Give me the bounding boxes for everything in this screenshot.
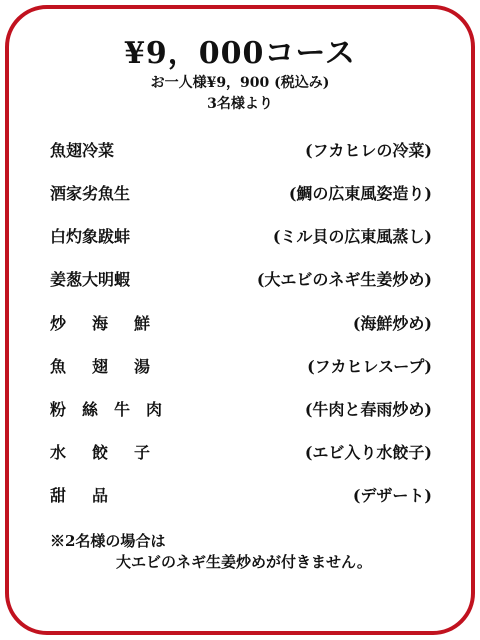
menu-item-name: 甜品 <box>50 486 135 505</box>
menu-item-description: (大エビのネギ生姜炒め) <box>256 270 432 289</box>
menu-item-name: 白灼象跋蚌 <box>50 227 131 246</box>
menu-item-name: 魚翅冷菜 <box>50 141 115 160</box>
per-person-price: お一人様¥9，900 (税込み) <box>150 75 330 91</box>
menu-item <box>50 397 432 421</box>
menu-item-description: (鯛の広東風姿造り) <box>288 184 432 203</box>
menu-item <box>50 224 432 248</box>
two-guest-note-detail: 大エビのネギ生姜炒めが付きません。 <box>116 553 372 571</box>
menu-item <box>50 440 432 464</box>
menu-item-name: 水餃子 <box>50 443 177 462</box>
menu-item-description: (エビ入り水餃子) <box>304 443 432 462</box>
menu-item <box>50 138 432 162</box>
course-title: ¥9，000コース <box>124 36 356 71</box>
menu-item-description: (海鮮炒め) <box>352 314 432 333</box>
menu-item-name: 酒家劣魚生 <box>50 184 131 203</box>
menu-item-name: 魚翅湯 <box>50 357 177 376</box>
two-guest-note: ※2名様の場合は <box>50 532 166 550</box>
menu-item <box>50 354 432 378</box>
menu-item <box>50 311 432 335</box>
menu-item-description: (ミル貝の広東風蒸し) <box>272 227 432 246</box>
menu-item-description: (フカヒレの冷菜) <box>305 141 432 160</box>
menu-item <box>50 267 432 291</box>
minimum-guests: 3名様より <box>207 96 273 112</box>
menu-item-name: 炒海鮮 <box>50 314 177 333</box>
menu-item-description: (デザート) <box>352 486 432 505</box>
menu-item-name: 粉絲牛肉 <box>50 400 179 419</box>
menu-item <box>50 483 432 507</box>
menu-item <box>50 181 432 205</box>
menu-item-description: (牛肉と春雨炒め) <box>304 400 432 419</box>
menu-item-description: (フカヒレスープ) <box>307 357 432 376</box>
menu-item-name: 姜葱大明蝦 <box>50 270 131 289</box>
